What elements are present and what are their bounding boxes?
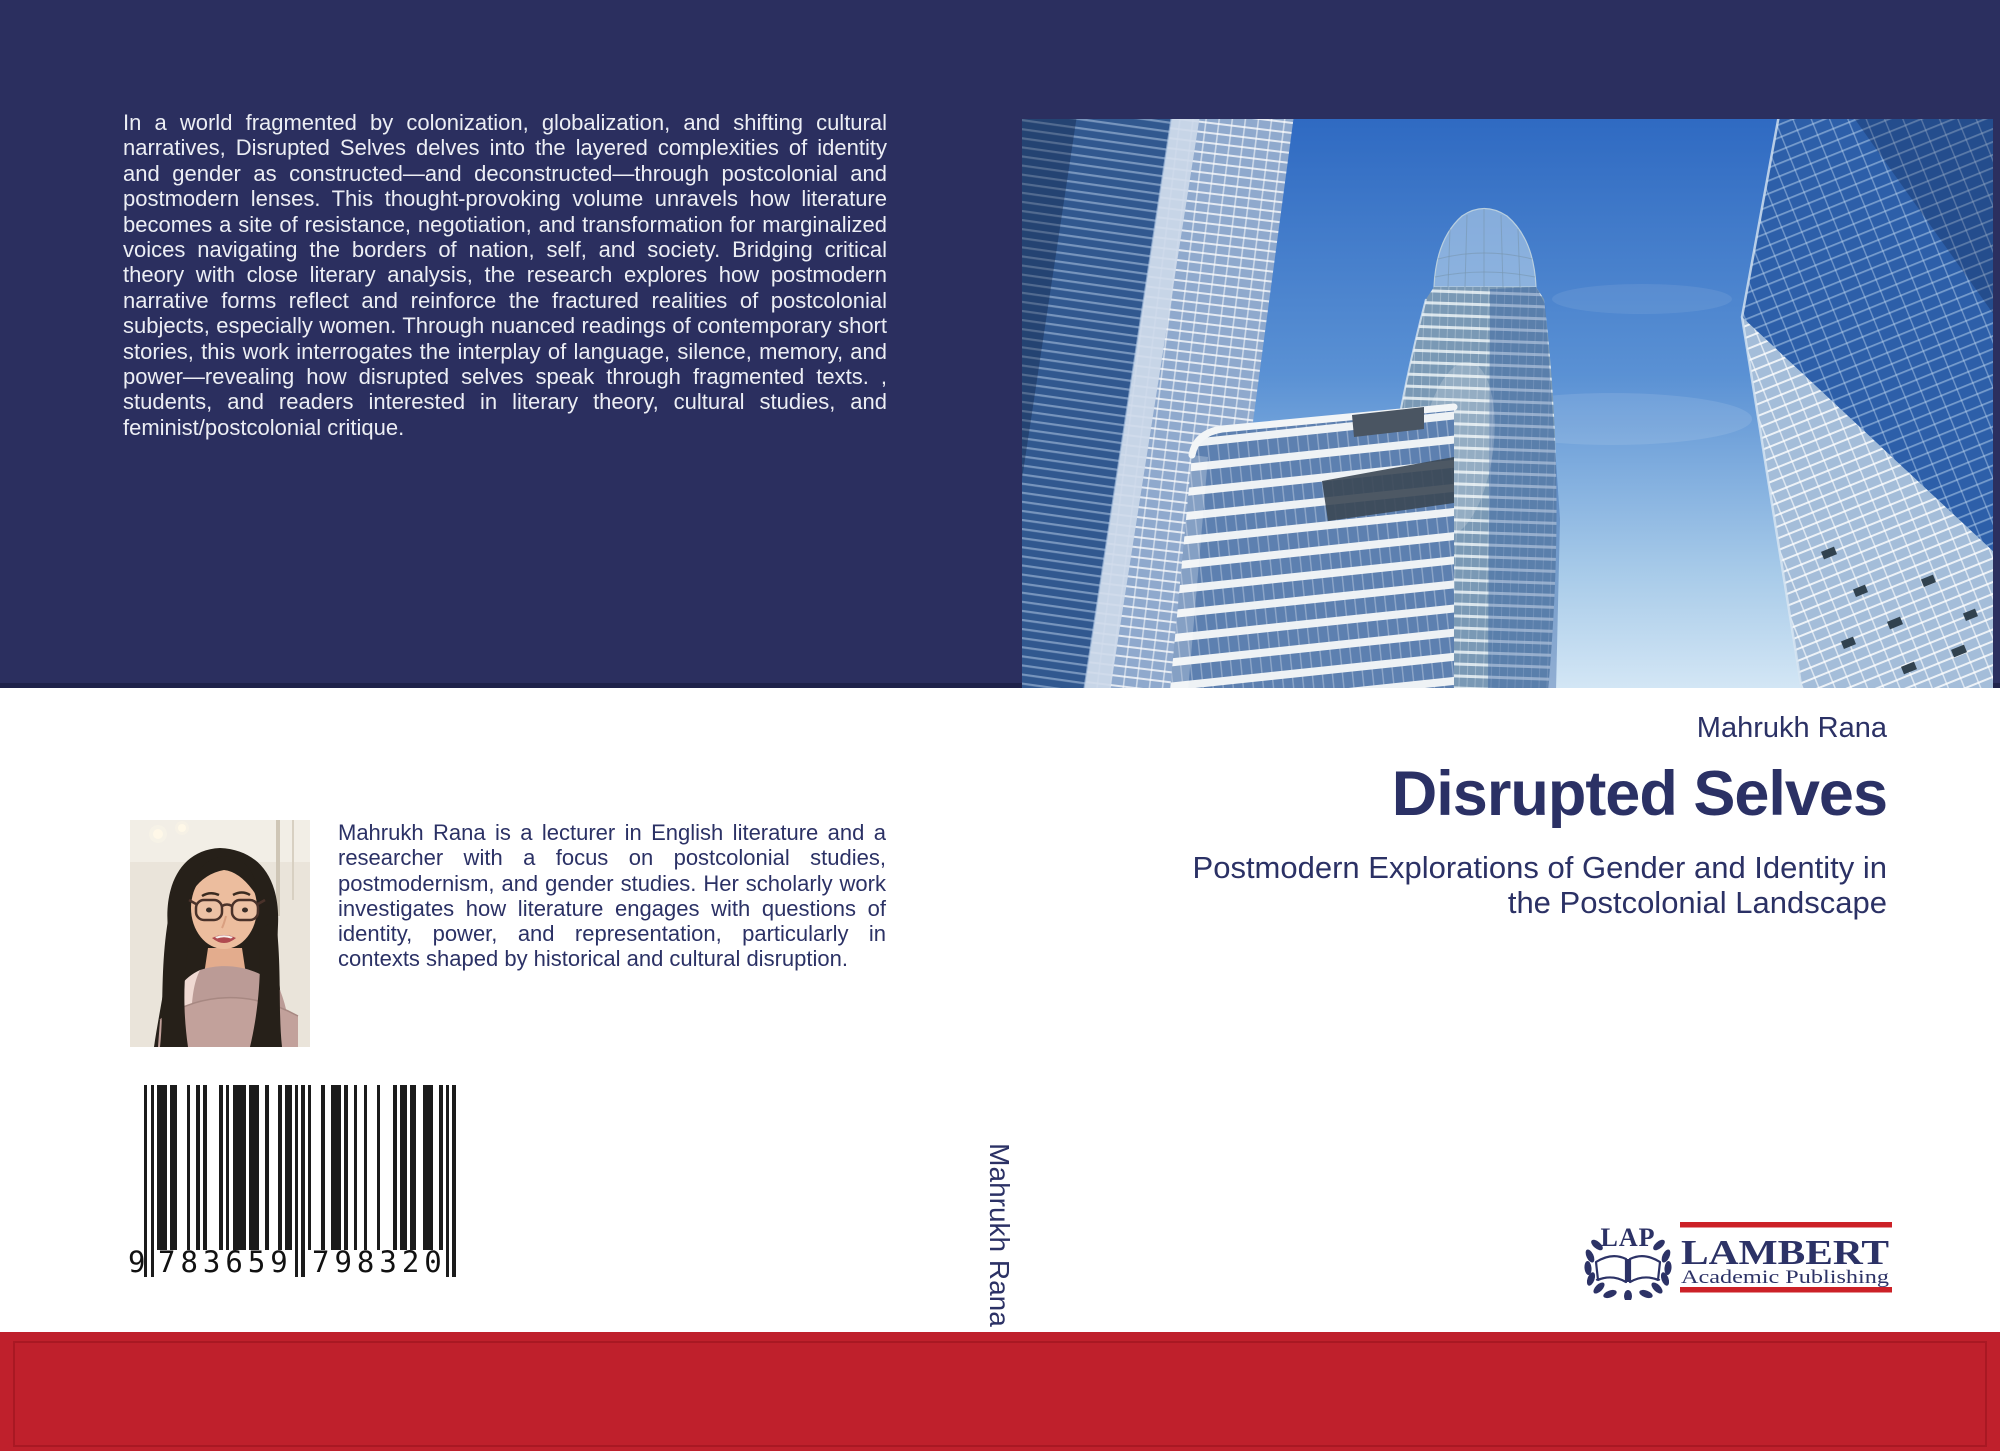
isbn-barcode: [128, 1085, 460, 1291]
book-subtitle-line2: the Postcolonial Landscape: [1507, 885, 1887, 920]
book-title: Disrupted Selves: [1391, 759, 1887, 829]
barcode-digits: [128, 1245, 460, 1285]
author-bio: Mahrukh Rana is a lecturer in English literature and a researcher with a focus on postcolonial studies, postmodernism, and gender studies. Her scholarly work investigates how literature engages with questions of identity, power, and representation, particularly in contexts shaped by historical and cultural disruption.: [338, 820, 886, 972]
barcode-digit-group1: 783659: [158, 1245, 293, 1279]
open-book-icon: [1596, 1256, 1660, 1282]
barcode-digit-group2: 798320: [312, 1245, 447, 1279]
skyscrapers-photo: [1022, 119, 1993, 688]
back-cover-top-band: [0, 0, 2000, 688]
author-photo: [130, 820, 310, 1047]
barcode-digit-first: 9: [128, 1245, 146, 1279]
back-cover-blurb: In a world fragmented by colonization, globalization, and shifting cultural narratives, Disrupted Selves delves into the layered complexities of identity and gender as constructed—and deconstructed—through postcolonial and postmodern lenses. This thought-provoking volume unravels how literature becomes a site of resistance, negotiation, and transformation for marginalized voices navigating the borders of nation, self, and society. Bridging critical theory with close literary analysis, the research explores how postmodern narrative forms reflect and reinforce the fractured realities of postcolonial subjects, especially women. Through nuanced readings of contemporary short stories, this work interrogates the interplay of language, silence, memory, and power—revealing how disrupted selves speak through fragmented texts. , students, and readers interested in literary theory, cultural studies, and feminist/postcolonial critique.: [123, 110, 887, 440]
book-subtitle: [1193, 850, 1887, 920]
lap-emblem-text: LAP: [1600, 1223, 1656, 1252]
spine-author-name: Mahrukh Rana: [984, 1143, 1015, 1327]
book-subtitle-line1: Postmodern Explorations of Gender and Identity in: [1192, 850, 1887, 885]
logo-red-line-top: [1680, 1222, 1892, 1228]
publisher-tagline: Academic Publishing: [1681, 1267, 1890, 1288]
publisher-logo: [1576, 1214, 1892, 1300]
publisher-name: LAMBERT: [1681, 1233, 1889, 1272]
footer-red-bar: [0, 1332, 2000, 1451]
footer-red-bar-inner-frame: [13, 1341, 1987, 1447]
front-author-name: Mahrukh Rana: [1696, 712, 1887, 744]
